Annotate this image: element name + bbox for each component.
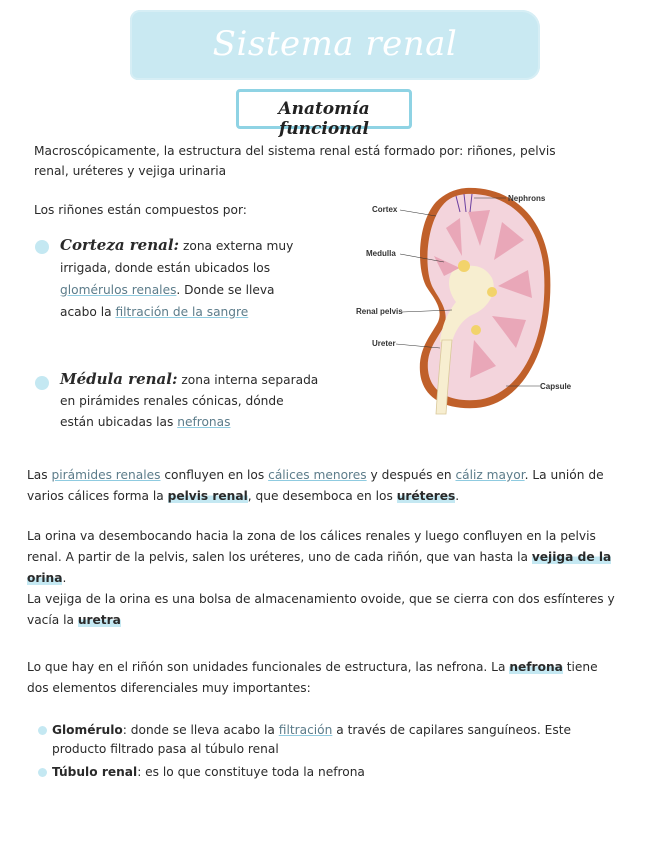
cortex-text-1: zona externa muy irrigada, donde están ubicados los [60,239,294,275]
bullet-dot-tubulo [38,768,47,777]
fat-tissue [458,260,470,272]
section-subtitle: Anatomía funcional [278,99,370,139]
cortex-link-filtracion: filtración de la sangre [115,305,249,319]
label-cortex: Cortex [372,205,398,214]
medulla-term: Médula renal: [60,370,178,388]
text: Las [27,468,52,482]
label-capsule: Capsule [540,382,572,391]
text: . La unión de varios cálices forma la [27,468,604,503]
highlight-ureteres: uréteres [396,489,456,503]
medulla-link-nefronas: nefronas [177,415,231,429]
subtitle-box [236,89,412,139]
paragraph-vejiga [27,589,617,631]
text: : es lo que constituye toda la nefrona [137,765,365,779]
list-item-glomerulo [52,721,572,759]
text: Lo que hay en el riñón son unidades funcionales de estructura, las nefrona. La [27,660,510,674]
text: . [62,571,67,585]
label-renal-pelvis: Renal pelvis [356,307,403,316]
list-item-tubulo [52,763,572,782]
paragraph-piramides [27,465,617,507]
title-banner [130,10,540,80]
highlight-uretra: uretra [77,613,121,627]
text: La orina va desembocando hacia la zona de los cálices renales y luego confluyen en la pelvis renal. A partir de la pelvis, salen los uréteres, uno de cada riñón, que van hasta la [27,529,596,564]
highlight-pelvis-renal: pelvis renal [167,489,248,503]
cortex-item [60,234,305,323]
cortex-link-glomerulos: glomérulos renales [60,283,177,297]
medulla-text-1: zona interna separada en pirámides renales cónicas, dónde están ubicadas las [60,373,319,429]
link-caliz-mayor: cáliz mayor [455,468,525,482]
paragraph-nefrona [27,657,617,699]
medulla-item [60,369,320,433]
kidney-diagram [356,182,572,414]
highlight-nefrona: nefrona [509,660,563,674]
page-title: Sistema renal [212,24,458,64]
text: . [455,489,460,503]
item-term: Túbulo renal [52,765,138,779]
cortex-term: Corteza renal: [60,236,180,254]
fat-tissue [471,325,481,335]
label-ureter: Ureter [372,339,396,348]
text: : donde se lleva acabo la [122,723,279,737]
text: , que desemboca en los [247,489,397,503]
link-filtracion: filtración [278,723,333,737]
item-term: Glomérulo [52,723,123,737]
label-nephrons: Nephrons [508,194,546,203]
intro-paragraph: Macroscópicamente, la estructura del sistema renal está formado por: riñones, pelvis renal, uréteres y vejiga urinaria [34,144,556,178]
kidneys-intro: Los riñones están compuestos por: [34,203,247,217]
fat-tissue [487,287,497,297]
text: La vejiga de la orina es una bolsa de almacenamiento ovoide, que se cierra con dos esfínteres y vacía la [27,592,615,627]
text: tiene dos elementos diferenciales muy importantes: [27,660,598,695]
text: y después en [366,468,456,482]
bullet-dot-glomerulo [38,726,47,735]
bullet-dot-medulla [35,376,49,390]
link-calices-menores: cálices menores [268,468,367,482]
bullet-dot-cortex [35,240,49,254]
label-medulla: Medulla [366,249,396,258]
highlight-vejiga: vejiga de la orina [27,550,612,585]
paragraph-orina [27,526,617,589]
link-piramides: pirámides renales [51,468,161,482]
text: confluyen en los [160,468,269,482]
text: a través de capilares sanguíneos. Este producto filtrado pasa al túbulo renal [52,723,571,756]
cortex-text-2: . Donde se lleva acabo la [60,283,275,319]
